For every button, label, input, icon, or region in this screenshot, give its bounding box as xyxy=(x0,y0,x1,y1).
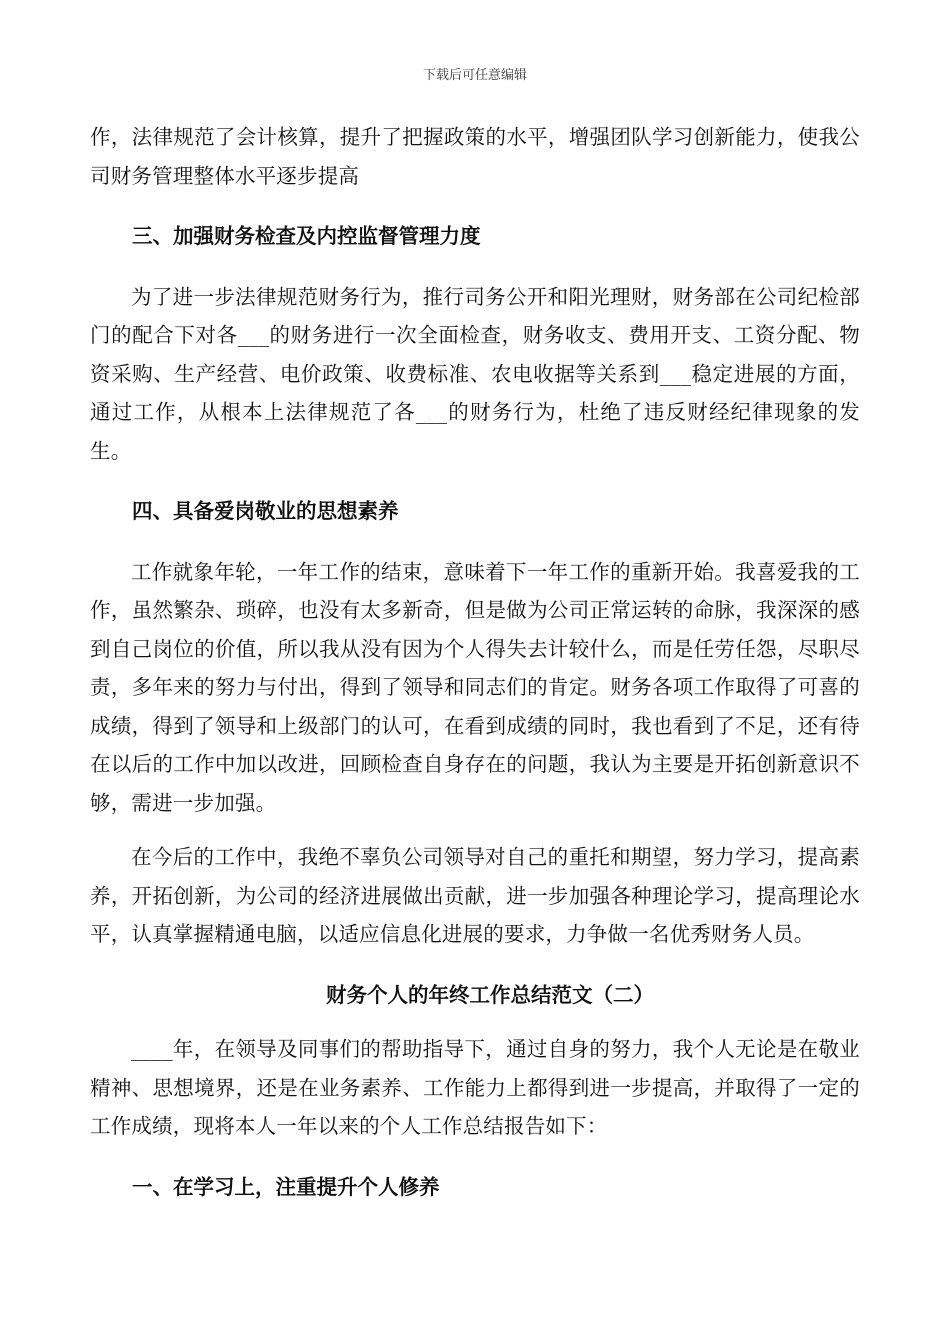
page-header-note: 下载后可任意编辑 xyxy=(422,68,527,83)
paragraph-continued: 作，法律规范了会计核算，提升了把握政策的水平，增强团队学习创新能力，使我公司财务管理整体水平逐步提高 xyxy=(90,125,860,188)
paragraph-financial-inspection: 为了进一步法律规范财务行为，推行司务公开和阳光理财，财务部在公司纪检部门的配合下对各___的财务进行一次全面检查，财务收支、费用开支、工资分配、物资采购、生产经营、电价政策、收费标准、农电收据等关系到___稳定进展的方面，通过工作，从根本上法律规范了各___的财务行为，杜绝了违反财经纪律现象的发生。 xyxy=(90,284,860,463)
paragraph-intro-2: ____年，在领导及同事们的帮助指导下，通过自身的努力，我个人无论是在敬业精神、思想境界，还是在业务素养、工作能力上都得到进一步提高，并取得了一定的工作成绩，现将本人一年以来的个人工作总结报告如下： xyxy=(90,1037,860,1138)
paragraph-future-plan: 在今后的工作中，我绝不辜负公司领导对自己的重托和期望，努力学习，提高素养，开拓创新，为公司的经济进展做出贡献，进一步加强各种理论学习，提高理论水平，认真掌握精通电脑，以适应信息化进展的要求，力争做一名优秀财务人员。 xyxy=(90,845,860,946)
spacer xyxy=(90,1014,860,1030)
section-heading-1-part2: 一、在学习上，注重提升个人修养 xyxy=(132,1174,440,1199)
spacer xyxy=(90,1146,860,1168)
paragraph-work-attitude: 工作就象年轮，一年工作的结束，意味着下一年工作的重新开始。我喜爱我的工作，虽然繁杂、琐碎，也没有太多新奇，但是做为公司正常运转的命脉，我深深的感到自己岗位的价值，所以我从没有因为个人得失去计较什么，而是任劳任怨，尽职尽责，多年来的努力与付出，得到了领导和同志们的肯定。财务各项工作取得了可喜的成绩，得到了领导和上级部门的认可，在看到成绩的同时，我也看到了不足，还有待在以后的工作中加以改进，回顾检查自身存在的问题，我认为主要是开拓创新意识不够，需进一步加强。 xyxy=(90,559,860,815)
section-heading-3: 三、加强财务检查及内控监督管理力度 xyxy=(132,224,481,248)
section-heading-4: 四、具备爱岗敬业的思想素养 xyxy=(132,499,399,523)
article-title-2: 财务个人的年终工作总结范文（二） xyxy=(326,982,654,1007)
spacer xyxy=(90,531,860,553)
spacer xyxy=(90,195,860,217)
spacer xyxy=(90,256,860,278)
document-body xyxy=(90,118,860,1206)
spacer xyxy=(90,954,860,976)
spacer xyxy=(90,822,860,838)
spacer xyxy=(90,470,860,492)
